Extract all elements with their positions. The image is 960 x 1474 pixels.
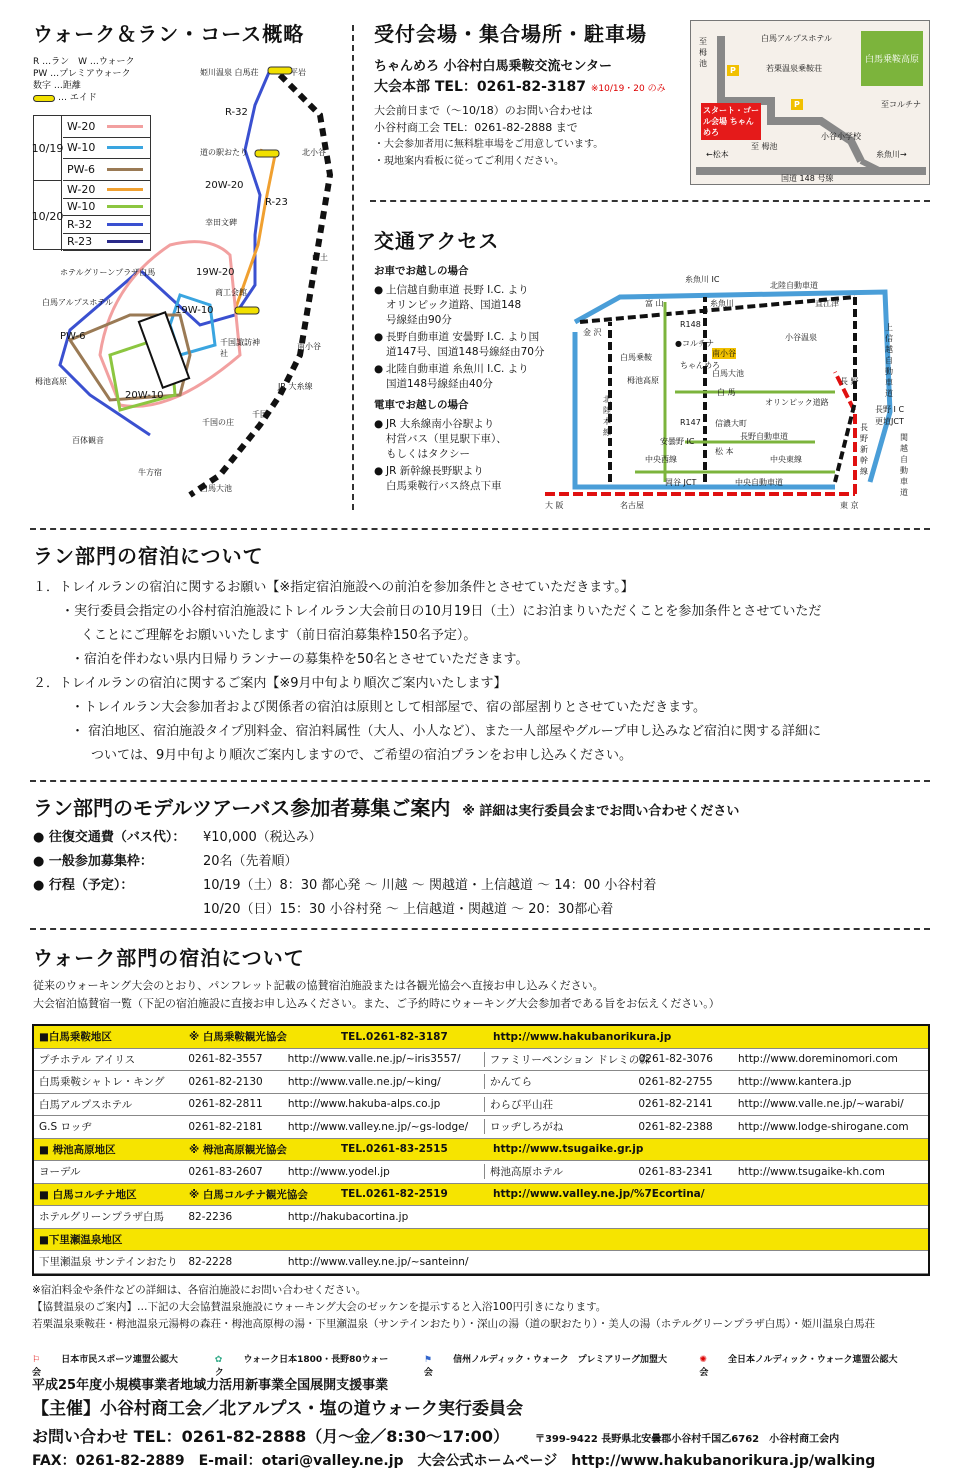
course-title: ウォーク＆ラン・コース概略	[33, 22, 305, 46]
start-goal-label: スタート・ゴール会場 ちゃんめろ	[701, 103, 761, 140]
project-line: 平成25年度小規模事業者地域力活用新事業全国展開支援事業	[32, 1378, 389, 1393]
train-title: 電車でお越しの場合	[374, 399, 469, 411]
divider	[30, 928, 930, 930]
map-label: 白 馬	[717, 388, 736, 397]
inquiry-line: 大会前日まで（～10/18）のお問い合わせは	[374, 104, 593, 117]
map-label: 長野自動車道	[740, 432, 788, 441]
map-label: JR 大糸線	[278, 382, 313, 391]
map-label: 至コルチナ	[881, 100, 921, 109]
table-cell: ホテルグリーンプラザ白馬	[39, 1211, 165, 1224]
map-label: 商工会館	[215, 288, 247, 297]
table-row	[34, 1116, 928, 1139]
area-header-cell: http://www.tsugaike.gr.jp	[493, 1143, 644, 1156]
map-label: 金 沢	[583, 328, 602, 337]
table-cell: 0261-82-2811	[188, 1098, 263, 1111]
map-label: 関越自動車道	[900, 433, 908, 497]
map-label: 姫川温泉 白馬荘	[200, 68, 259, 77]
map-label: 小谷小学校	[821, 132, 861, 141]
table-row	[34, 1094, 928, 1117]
map-label: 至栂池	[699, 37, 707, 68]
divider	[352, 25, 354, 510]
bullet-icon: ●	[374, 284, 384, 296]
map-label: 若栗温泉乗鞍荘	[766, 64, 822, 73]
contact-line: お問い合わせ TEL：0261-82-2888（月～金／8:30～17:00）	[32, 1427, 509, 1446]
map-label: 北陸本線	[603, 395, 611, 437]
access-title: 交通アクセス	[374, 229, 500, 253]
map-label: ←松本	[706, 150, 729, 159]
map-label: 白馬アルプスホテル	[42, 298, 113, 307]
table-cell: http://www.kantera.jp	[737, 1075, 852, 1088]
desc-line: 従来のウォーキング大会のとおり、パンフレット記載の協賛宿泊施設または各観光協会へ直接お申し込みください。	[33, 979, 604, 992]
table-cell: http://www.yodel.jp	[287, 1165, 390, 1178]
map-label: 糸魚川 IC	[685, 275, 720, 284]
fax-line: FAX：0261-82-2889 E-mail：otari@valley.ne.jp 大会公式ホームページ http://www.hakubanorikura.jp/walking	[32, 1453, 876, 1469]
bus-details	[33, 826, 933, 922]
map-label: PW-6	[60, 331, 86, 342]
map-label: 松 本	[715, 447, 734, 456]
area-header	[34, 1026, 928, 1049]
map-label: 北陸自動車道	[770, 281, 818, 290]
area-header-cell: TEL.0261-82-2519	[341, 1188, 448, 1201]
table-cell: http://www.hakuba-alps.co.jp	[287, 1098, 441, 1111]
plan-line: 10/19（土）8：30 都心発 ～ 川越 ～ 関越道・上信越道 ～ 14：00 小谷村着	[203, 878, 657, 893]
run-stay-line: ・ 宿泊地区、宿泊施設タイプ別料金、宿泊料属性（大人、小人など）、また一人部屋やグループ申し込みなど宿泊に関する詳細に	[71, 724, 821, 739]
route-date: 10/20	[34, 181, 62, 251]
map-label: 平岩	[290, 68, 306, 77]
table-cell: http://www.valle.ne.jp/~warabi/	[737, 1098, 904, 1111]
legend-line: R …ラン W …ウォーク	[33, 57, 135, 67]
map-label: 小谷温泉	[785, 333, 817, 342]
map-label: 糸魚川	[710, 299, 734, 308]
map-label: 富 山	[645, 299, 664, 308]
map-label: 千国諏訪神社	[220, 338, 260, 358]
area-header-cell: TEL.0261-83-2515	[341, 1143, 448, 1156]
map-label: R-32	[225, 107, 248, 118]
table-cell: ロッヂしろがね	[484, 1119, 633, 1134]
route-name: R-32	[67, 217, 93, 231]
access-text: 北陸自動車道 糸魚川 I.C. より 国道148号線経由40分	[386, 363, 529, 390]
table-cell: 0261-82-3557	[188, 1053, 263, 1066]
logo-icon: ✺	[699, 1355, 707, 1365]
table-cell: かんてら	[484, 1074, 633, 1089]
map-label: 道の駅おたり	[200, 148, 248, 157]
table-cell: http://www.valley.ne.jp/~gs-lodge/	[287, 1120, 469, 1133]
run-stay-line: ついては、9月中旬より順次ご案内しますので、ご希望の宿泊プランをお申し込みください。	[91, 748, 633, 763]
logo-icon: ⚑	[423, 1355, 432, 1365]
route-name: W-10	[67, 141, 96, 155]
map-label: 19W-10	[175, 305, 214, 316]
map-label: 栂池高原	[35, 377, 67, 386]
legend-line: … エイド	[58, 93, 97, 103]
walk-stay-desc	[33, 977, 720, 1013]
map-label: 白馬アルプスホテル	[761, 34, 832, 43]
map-label: 国道 148 号線	[781, 174, 834, 183]
map-label: オリンピック道路	[765, 398, 829, 407]
norikura-area: 白馬乗鞍高原	[861, 31, 923, 86]
parking-icon: P	[727, 65, 739, 76]
table-cell: ヨーデル	[39, 1166, 81, 1179]
fare-value: ¥10,000（税込み）	[203, 830, 322, 845]
map-label: 岡谷 JCT	[665, 478, 697, 487]
map-label: 19W-20	[196, 267, 235, 278]
access-text: 長野自動車道 安曇野 I.C. より国 道147号、国道148号線経由70分	[386, 331, 545, 358]
map-label: ●コルチナ	[675, 339, 714, 348]
parking-note: ・大会参加者用に無料駐車場をご用意しています。	[374, 139, 604, 150]
table-cell: 栂池高原ホテル	[484, 1164, 633, 1179]
map-label: 牛方宿	[138, 468, 162, 477]
table-cell: 0261-82-2181	[188, 1120, 263, 1133]
organizer-line: 【主催】小谷村商工会／北アルプス・塩の道ウォーク実行委員会	[32, 1399, 523, 1419]
map-label: 白馬大池	[712, 369, 744, 378]
logo: ⚐ 日本市民スポーツ連盟公認大会	[32, 1355, 178, 1378]
map-label: 直江津	[815, 299, 839, 308]
note-line: ※宿泊料金や条件などの詳細は、各宿泊施設にお問い合わせください。	[32, 1284, 367, 1296]
table-row	[34, 1161, 928, 1184]
bus-note: ※ 詳細は実行委員会までお問い合わせください	[462, 804, 740, 819]
inquiry-line: 小谷村商工会 TEL：0261-82-2888 まで	[374, 121, 578, 134]
access-text: JR 新幹線長野駅より 白馬乗鞍行バス終点下車	[386, 465, 502, 492]
table-cell: 0261-83-2607	[188, 1165, 263, 1178]
table-row	[34, 1071, 928, 1094]
cap-label: ● 一般参加募集枠：	[33, 854, 153, 869]
map-label: ちゃんめろ	[680, 361, 720, 370]
map-label: 中央西線	[645, 455, 677, 464]
table-cell: http://www.valle.ne.jp/~king/	[287, 1075, 441, 1088]
table-row	[34, 1251, 928, 1274]
table-cell: プチホテル アイリス	[39, 1053, 136, 1066]
route-name: W-20	[67, 182, 96, 196]
map-label: 長野新幹線	[860, 423, 868, 476]
run-stay-body	[33, 576, 933, 768]
map-label: 中央東線	[770, 455, 802, 464]
map-label: 糸魚川→	[876, 150, 907, 159]
area-header	[34, 1184, 928, 1207]
run-stay-line: ・実行委員会指定の小谷村宿泊施設にトレイルラン大会前日の10月19日（土）にお泊まりいただくことを参加条件とさせていただ	[61, 604, 822, 619]
run-stay-title: ラン部門の宿泊について	[33, 544, 264, 568]
map-label: 白馬乗鞍	[620, 353, 652, 362]
bullet-icon: ●	[374, 418, 384, 430]
map-label: 安曇野 IC	[660, 437, 695, 446]
table-row	[34, 1049, 928, 1072]
run-stay-line: くことにご理解をお願いいたします（前日宿泊募集枠150名予定）。	[81, 628, 477, 643]
map-label: 東 京	[840, 501, 859, 510]
map-label: 南小谷	[297, 342, 321, 351]
area-header-cell: ※ 白馬乗鞍観光協会	[189, 1031, 287, 1044]
access-text: 上信越自動車道 長野 I.C. より オリンピック道路、国道148 号線経由90分	[386, 284, 529, 326]
bus-title: ラン部門のモデルツアーバス参加者募集ご案内	[33, 796, 451, 820]
map-label: R148	[680, 320, 701, 329]
area-header-cell: TEL.0261-82-3187	[341, 1030, 448, 1043]
map-label: 幸田文碑	[205, 218, 237, 227]
bus-header	[33, 792, 739, 821]
table-cell: 0261-82-2388	[638, 1120, 713, 1133]
table-row	[34, 1206, 928, 1229]
run-stay-line: ２．トレイルランの宿泊に関するご案内【※9月中旬より順次ご案内いたします】	[33, 676, 507, 691]
map-label: 20W-20	[205, 180, 244, 191]
contact-row	[32, 1424, 932, 1447]
table-cell: 0261-82-2141	[638, 1098, 713, 1111]
area-header-cell: http://www.valley.ne.jp/%7Ecortina/	[493, 1188, 705, 1201]
map-label: 中土	[312, 253, 328, 262]
fare-label: ● 往復交通費（バス代）：	[33, 830, 186, 845]
table-cell: 82-2228	[188, 1255, 233, 1268]
hq-note: ※10/19・20 のみ	[590, 84, 666, 94]
run-stay-line: １．トレイルランの宿泊に関するお願い【※指定宿泊施設への前泊を参加条件とさせていただきます。】	[33, 580, 634, 595]
bullet-icon: ●	[374, 465, 384, 477]
area-header-cell: ※ 白馬コルチナ観光協会	[189, 1188, 308, 1201]
map-label: R-23	[265, 197, 288, 208]
route-name: W-10	[67, 200, 96, 214]
map-label: 百体観音	[72, 436, 104, 445]
desc-line: 大会宿泊協賛宿一覧（下記の宿泊施設に直接お申し込みください。また、ご予約時にウォーキング大会参加者である旨をお伝えください。）	[33, 997, 720, 1010]
lodging-table	[32, 1024, 930, 1276]
bullet-icon: ●	[374, 363, 384, 375]
area-header-cell: http://www.hakubanorikura.jp	[493, 1030, 672, 1043]
note-line: 若栗温泉乗鞍荘・栂池温泉元湯栂の森荘・栂池高原栂の湯・下里瀬温泉（サンテインおたり）・深山の湯（道の駅おたり）・美人の湯（ホテルグリーンプラザ白馬）・姫川温泉白馬荘	[32, 1318, 876, 1330]
divider	[30, 780, 930, 782]
route-name: W-20	[67, 119, 96, 133]
area-header	[34, 1139, 928, 1162]
plan-label: ● 行程（予定）：	[33, 878, 134, 893]
table-cell: http://hakubacortina.jp	[287, 1210, 409, 1223]
map-label: R147	[680, 418, 701, 427]
table-cell: 下里瀬温泉 サンテインおたり	[39, 1256, 178, 1269]
table-cell: 82-2236	[188, 1210, 233, 1223]
table-cell: http://www.valley.ne.jp/~santeinn/	[287, 1255, 469, 1268]
cap-value: 20名（先着順）	[203, 854, 298, 869]
table-cell: http://www.doreminomori.com	[738, 1053, 898, 1066]
logo-icon: ✿	[214, 1355, 223, 1365]
table-cell: 白馬アルプスホテル	[39, 1098, 133, 1111]
table-cell: 0261-82-2130	[188, 1075, 263, 1088]
logo: ⚑ 信州ノルディック・ウォーク プレミアリーグ加盟大会	[423, 1355, 667, 1378]
bullet-icon: ●	[374, 331, 384, 343]
map-label: 長野 I C	[875, 405, 905, 414]
table-cell: http://www.tsugaike-kh.com	[737, 1165, 885, 1178]
legend-line: PW …プレミアウォーク	[33, 69, 131, 79]
table-cell: 0261-82-3076	[638, 1053, 713, 1066]
table-cell: 0261-83-2341	[638, 1165, 713, 1178]
walk-stay-title: ウォーク部門の宿泊について	[33, 946, 305, 970]
logo: ✺ 全日本ノルディック・ウォーク連盟公認大会	[699, 1355, 898, 1378]
route-date: 10/19	[34, 116, 62, 181]
table-cell: 0261-82-2755	[638, 1075, 713, 1088]
map-label: 名古屋	[620, 501, 644, 510]
map-label: 至 栂池	[751, 142, 778, 151]
map-label: 白馬大池	[200, 484, 232, 493]
map-label: 大 阪	[545, 501, 564, 510]
area-header-cell: ※ 栂池高原観光協会	[189, 1143, 287, 1156]
parking-icon: P	[791, 99, 803, 110]
access-map	[535, 272, 930, 512]
walk-notes	[32, 1282, 932, 1333]
map-label: 千国の庄	[202, 418, 234, 427]
table-cell: ファミリーペンション ドレミの森	[484, 1052, 634, 1067]
hq-phone: 大会本部 TEL：0261-82-3187	[374, 79, 586, 95]
map-label: 栂池高原	[627, 376, 659, 385]
route-name: R-23	[67, 235, 93, 249]
map-label: 更埴JCT	[875, 417, 904, 426]
map-label: ホテルグリーンプラザ白馬	[60, 268, 156, 277]
area-header	[34, 1229, 928, 1252]
legend-line: 数字 …距離	[33, 81, 81, 91]
access-text: JR 大糸線南小谷駅より 村営バス（里見駅下車）、 もしくはタクシー	[386, 418, 507, 460]
logo-icon: ⚐	[32, 1355, 41, 1365]
address-line: 〒399-9422 長野県北安曇郡小谷村千国乙6762 小谷村商工会内	[534, 1434, 840, 1445]
parking-note: ・現地案内看板に従ってご利用ください。	[374, 156, 564, 167]
area-header-cell: ■ 白馬コルチナ地区	[39, 1188, 137, 1201]
note-line: 【協賛温泉のご案内】…下記の大会協賛温泉施設にウォーキング大会のゼッケンを提示すると入浴100円引きになります。	[32, 1301, 607, 1313]
venue-map	[690, 20, 930, 185]
map-label: 20W-10	[125, 390, 164, 401]
plan-line: 10/20（日）15：30 小谷村発 ～ 上信越道・関越道 ～ 20：30都心着	[203, 902, 614, 917]
map-label: 北小谷	[302, 148, 326, 157]
venue-notes	[374, 102, 694, 170]
run-stay-line: ・宿泊を伴わない県内日帰りランナーの募集枠を50名とさせていただきます。	[71, 652, 529, 667]
table-cell: http://www.lodge-shirogane.com	[737, 1120, 909, 1133]
area-header-cell: ■下里瀬温泉地区	[39, 1233, 123, 1246]
car-title: お車でお越しの場合	[374, 265, 469, 277]
route-name: PW-6	[67, 162, 96, 176]
map-label: 南小谷	[712, 349, 736, 358]
area-header-cell: ■ 栂池高原地区	[39, 1143, 116, 1156]
map-label: 千国	[252, 410, 268, 419]
venue-title: 受付会場・集合場所・駐車場	[374, 22, 647, 46]
table-cell: http://www.valle.ne.jp/~iris3557/	[287, 1053, 461, 1066]
divider	[30, 528, 930, 530]
logo: ✿ ウォーク日本1800・長野80ウォーク	[214, 1355, 389, 1378]
venue-hq	[374, 76, 666, 96]
table-cell: G.S ロッヂ	[39, 1121, 92, 1134]
map-label: 長 野	[840, 377, 859, 386]
area-header-cell: ■白馬乗鞍地区	[39, 1031, 112, 1044]
venue-center: ちゃんめろ 小谷村白馬乗鞍交流センター	[374, 59, 613, 74]
divider	[370, 200, 930, 202]
table-cell: わらび平山荘	[484, 1097, 633, 1112]
table-cell: 白馬乗鞍シャトレ・キング	[39, 1076, 165, 1089]
run-stay-line: ・トレイルラン大会参加者および関係者の宿泊は原則として相部屋で、宿の部屋割りとさせていただきます。	[71, 700, 707, 715]
map-label: 中央自動車道	[735, 478, 783, 487]
map-label: 信濃大町	[715, 419, 747, 428]
map-label: 上信越自動車道	[885, 323, 893, 398]
